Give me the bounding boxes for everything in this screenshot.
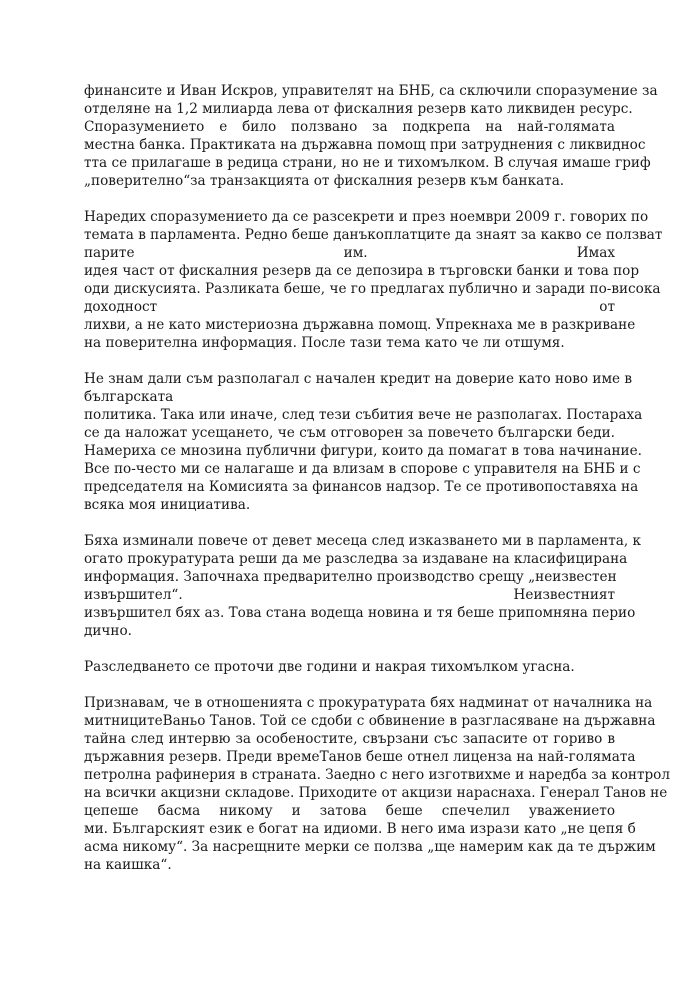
text-line: дично. — [84, 623, 132, 639]
text-line: Намериха се мнозина публични фигури, които да помагат в това начинание. — [84, 443, 642, 459]
text-line: темата в парламента. Редно беше данъкоплатците да знаят за какво се ползват — [84, 227, 663, 243]
text-line: оди дискусията. Разликата беше, че го предлагах публично и заради по-висока — [84, 281, 661, 297]
text-line: информация. Започнаха предварително производство срещу „неизвестен — [84, 569, 617, 585]
text-line: българската — [84, 389, 174, 405]
text-line: цепеше басма никому и затова беше спечелил уважението — [84, 803, 615, 819]
text-line: на каишка“. — [84, 857, 172, 873]
text-line: финансите и Иван Искров, управителят на БНБ, са сключили споразумение за — [84, 83, 658, 99]
text-line: митницитеВаньо Танов. Той се сдоби с обвинение в разгласяване на държавна — [84, 713, 656, 729]
text-line: Споразумението е било ползвано за подкрепа на най-голямата — [84, 119, 615, 135]
text-line: идея част от фискалния резерв да се депозира в търговски банки и това пор — [84, 263, 640, 279]
text-line: асма никому“. За насрещните мерки се ползва „ще намерим как да те държим — [84, 839, 656, 855]
text-line: на поверителна информация. После тази тема като че ли отшумя. — [84, 335, 565, 351]
text-line: Признавам, че в отношенията с прокуратурата бях надминат от началника на — [84, 695, 653, 711]
text-line: Бяха изминали повече от девет месеца след изказването ми в парламента, к — [84, 533, 642, 549]
text-line: всяка моя инициатива. — [84, 497, 251, 513]
text-line: петролна рафинерия в страната. Заедно с него изготвихме и наредба за контрол — [84, 767, 670, 783]
text-line: държавния резерв. Преди времеТанов беше отнел лиценза на най-голямата — [84, 749, 636, 765]
text-line: „поверително“за транзакцията от фискалния резерв към банката. — [84, 173, 565, 189]
text-line: политика. Така или иначе, след тези събития вече не разполагах. Постараха — [84, 407, 643, 423]
text-line: местна банка. Практиката на държавна помощ при затруднения с ликвиднос — [84, 137, 646, 153]
text-line: ми. Българският език е богат на идиоми. В него има изрази като „не цепя б — [84, 821, 636, 837]
text-line: на всички акцизни складове. Приходите от акцизи нараснаха. Генерал Танов не — [84, 785, 668, 801]
text-line: доходност от — [84, 299, 615, 315]
text-line: Не знам дали съм разполагал с начален кредит на доверие като ново име в — [84, 371, 633, 387]
text-line: извършител“. Неизвестният — [84, 587, 615, 603]
text-line: тта се прилагаше в редица страни, но не и тихомълком. В случая имаше гриф — [84, 155, 651, 171]
text-line: Разследването се проточи две години и накрая тихомълком угасна. — [84, 659, 575, 675]
text-line: лихви, а не като мистериозна държавна помощ. Упрекнаха ме в разкриване — [84, 317, 636, 333]
text-line: отделяне на 1,2 милиарда лева от фискалния резерв като ликвиден ресурс. — [84, 101, 633, 117]
text-line: Наредих споразумението да се разсекрети и през ноември 2009 г. говорих по — [84, 209, 649, 225]
text-line: председателя на Комисията за финансов надзор. Те се противопоставяха на — [84, 479, 639, 495]
text-line: огато прокуратурата реши да ме разследва за издаване на класифицирана — [84, 551, 628, 567]
text-line: се да наложат усещането, че съм отговорен за повечето български беди. — [84, 425, 615, 441]
text-line: тайна след интервю за особеностите, свързани със запасите от гориво в — [84, 731, 615, 747]
text-line: извършител бях аз. Това стана водеща новина и тя беше припомняна перио — [84, 605, 636, 621]
text-line: Все по-често ми се налагаше и да влизам в спорове с управителя на БНБ и с — [84, 461, 641, 477]
text-line: парите им. Имах — [84, 245, 615, 261]
